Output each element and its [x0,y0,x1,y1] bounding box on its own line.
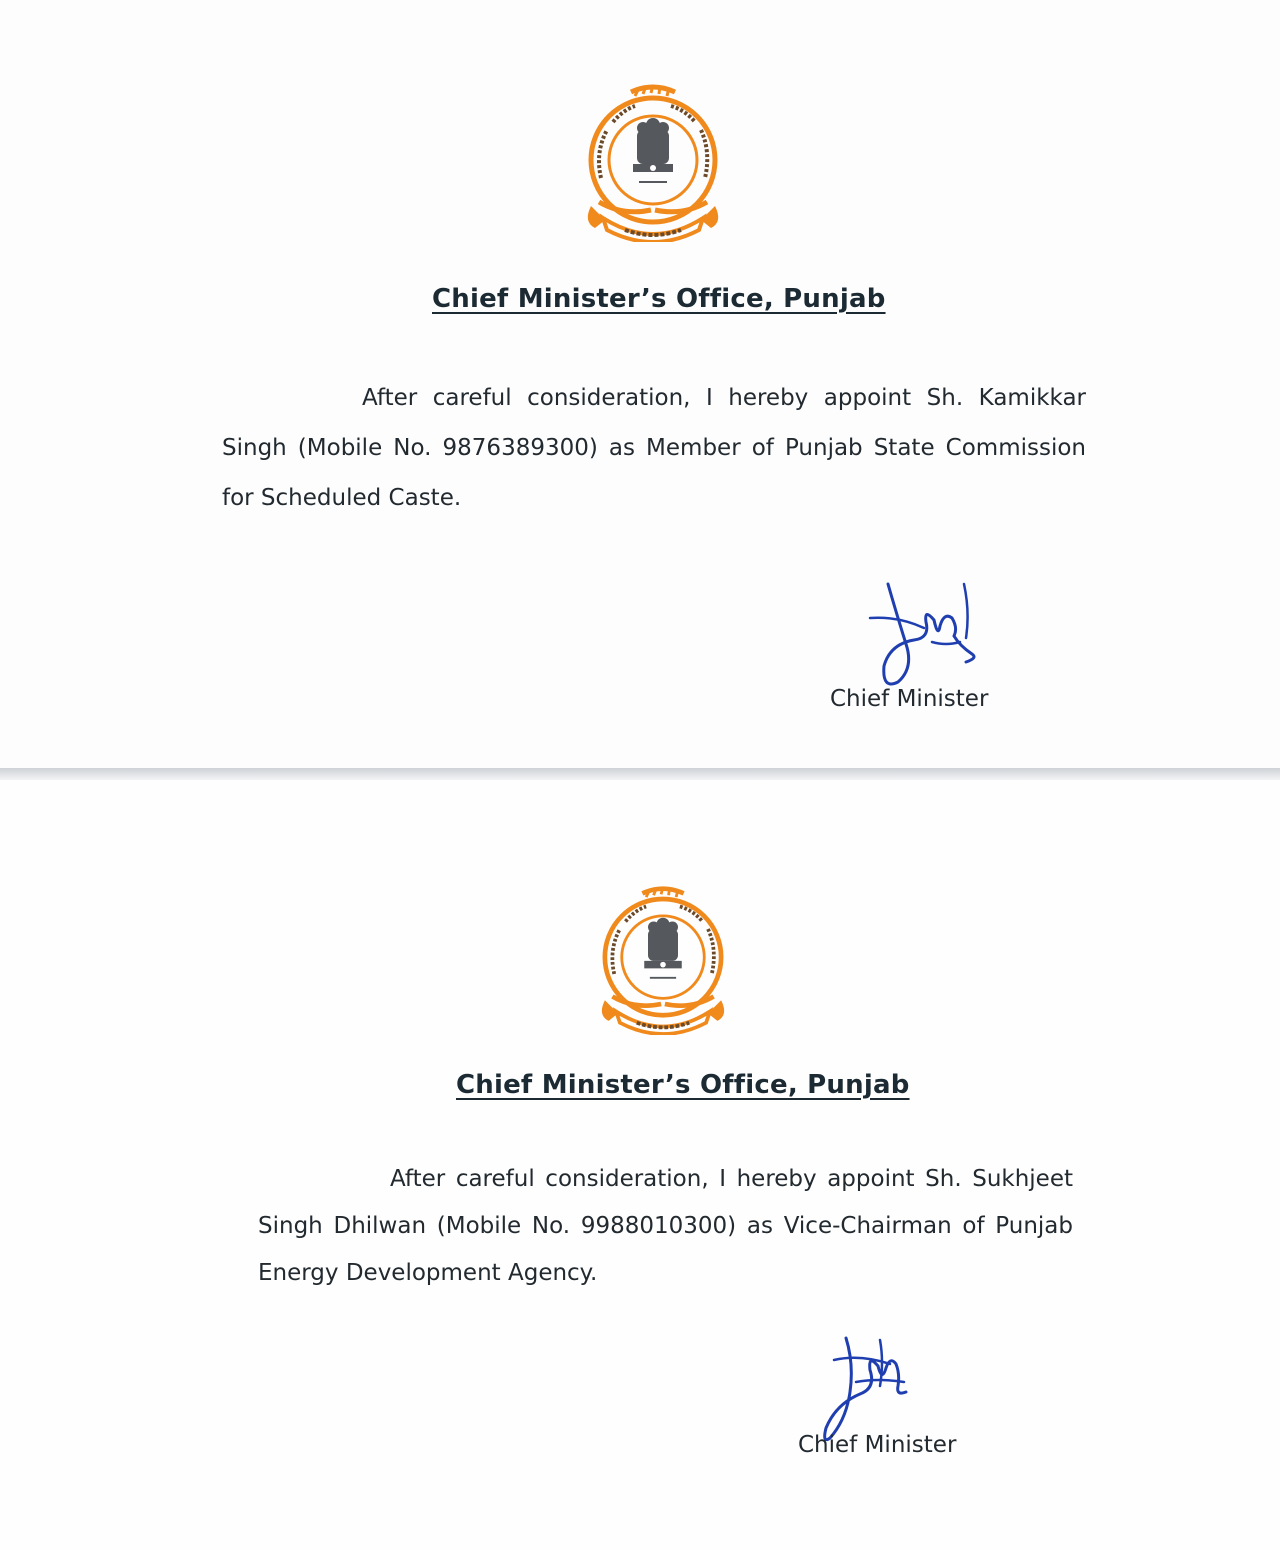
signatory-title: Chief Minister [798,1432,957,1458]
appointment-letter-2 [0,780,1280,1550]
page-divider [0,768,1280,780]
office-heading: Chief Minister’s Office, Punjab [432,284,886,314]
signatory-title: Chief Minister [830,686,989,712]
govt-punjab-emblem-icon [588,883,738,1035]
handwritten-signature-icon [820,1334,912,1446]
office-heading: Chief Minister’s Office, Punjab [456,1070,910,1100]
govt-punjab-emblem-icon [573,82,733,242]
appointment-letter-1 [0,0,1280,768]
handwritten-signature-icon [868,582,986,692]
appointment-text: After careful consideration, I hereby appoint Sh. Kamikkar Singh (Mobile No. 9876389300) as Member of Punjab State Commission for Scheduled Caste. [222,385,1086,511]
appointment-text: After careful consideration, I hereby appoint Sh. Sukhjeet Singh Dhilwan (Mobile No. 9988010300) as Vice-Chairman of Punjab Energy Development Agency. [258,1166,1073,1286]
